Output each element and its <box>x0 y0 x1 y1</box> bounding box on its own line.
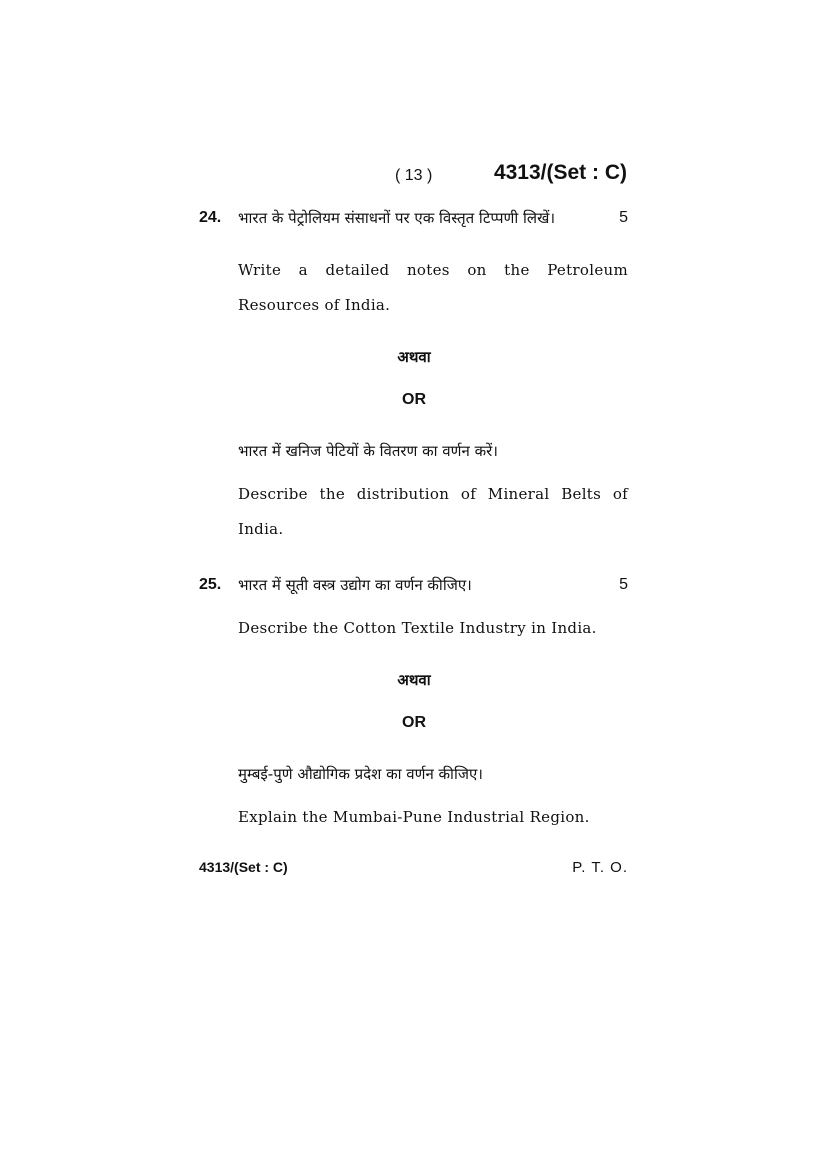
question-25-alt-hindi: मुम्बई-पुणे औद्योगिक प्रदेश का वर्णन कीजिए। <box>238 765 483 783</box>
question-25-english-line1: Describe the Cotton Textile Industry in India. <box>238 619 597 637</box>
paper-code-header: 4313/(Set : C) <box>493 161 627 184</box>
question-24-alt-hindi: भारत में खनिज पेटियों के वितरण का वर्णन करें। <box>238 442 498 460</box>
question-24-or-english: OR <box>402 391 426 408</box>
question-24-or-hindi: अथवा <box>397 348 431 366</box>
question-24-hindi: भारत के पेट्रोलियम संसाधनों पर एक विस्तृत टिप्पणी लिखें। <box>238 209 556 227</box>
page-number: ( 13 ) <box>395 167 433 184</box>
paper-code-footer: 4313/(Set : C) <box>199 859 288 875</box>
pto-label: P. T. O. <box>572 859 628 876</box>
question-25-or-english: OR <box>402 714 426 731</box>
question-24-english-line1: Write a detailed notes on the Petroleum <box>238 261 628 279</box>
question-24-marks: 5 <box>619 209 628 226</box>
question-25-or-hindi: अथवा <box>397 671 431 689</box>
question-24-number: 24. <box>199 209 222 226</box>
question-25-hindi: भारत में सूती वस्त्र उद्योग का वर्णन कीजिए। <box>238 576 472 594</box>
question-25-marks: 5 <box>619 576 628 593</box>
question-24-english-line2: Resources of India. <box>238 296 391 314</box>
question-25-number: 25. <box>199 576 222 593</box>
question-24-alt-english-line2: India. <box>238 520 284 538</box>
question-24-alt-english-line1: Describe the distribution of Mineral Belts of <box>238 485 628 503</box>
question-25-alt-english-line1: Explain the Mumbai-Pune Industrial Region. <box>238 808 590 826</box>
